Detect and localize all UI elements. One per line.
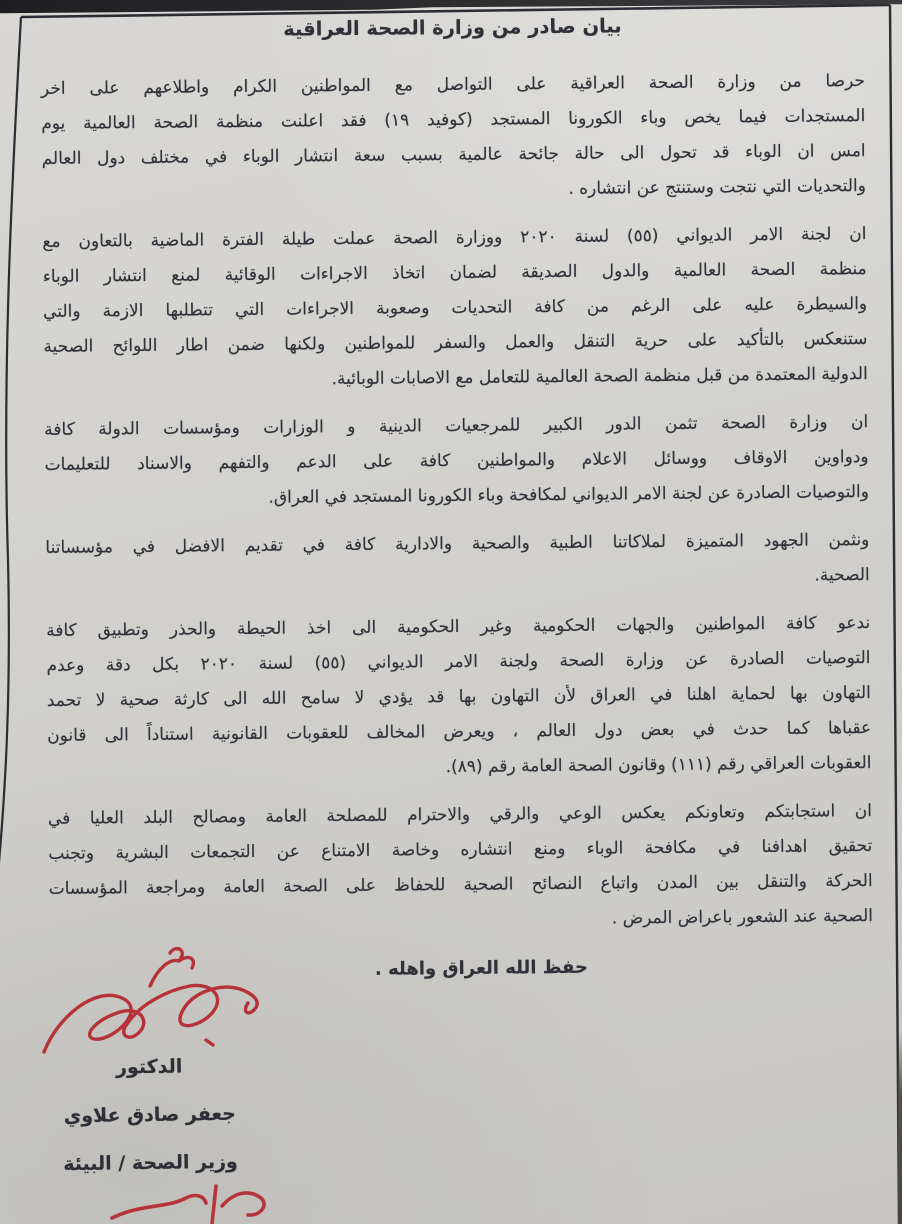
signature-block (33, 1052, 267, 1199)
signature-main-stroke (44, 985, 257, 1052)
text-line: منظمة الصحة العالمية والدول الصديقة لضمان اتخاذ الاجراءات الوقائية لمنع انتشار الوباء (42, 259, 867, 287)
body-paragraph (45, 523, 870, 601)
text-line: ان استجابتكم وتعاونكم يعكس الوعي والرقي والاحترام للمصلحة العامة ومصالح البلد العليا في (47, 801, 873, 829)
signatory-name: جعفر صادق علاوي (63, 1102, 236, 1128)
document-body (40, 8, 873, 990)
text-line: والسيطرة عليه على الرغم من كافة التحديات وصعوبة الاجراءات التي تتطلبها الازمة والتي (43, 294, 868, 322)
text-line: ندعو كافة المواطنين والجهات الحكومية وغير الحكومية الى اخذ الحيطة والحذر وتطبيق كافة (46, 613, 871, 641)
body-paragraph (46, 606, 872, 789)
text-line: عقباها كما حدث في بعض دول العالم ، ويعرض المخالف للعقوبات القانونية استناداً الى قانون (47, 718, 872, 746)
text-line: الصحية. (814, 565, 870, 586)
body-paragraph (41, 64, 866, 212)
text-line: الصحية عند الشعور باعراض المرض . (611, 906, 874, 929)
text-line: التوصيات الصادرة عن وزارة الصحة ولجنة الامر الديواني (٥٥) لسنة ٢٠٢٠ بكل دقة وعدم (46, 648, 871, 676)
text-line: ان لجنة الامر الديواني (٥٥) لسنة ٢٠٢٠ ووزارة الصحة عملت طيلة الفترة الماضية بالتعاون مع (42, 224, 867, 252)
text-line: العقوبات العراقي رقم (١١١) وقانون الصحة العامة رقم (٨٩). (445, 753, 872, 778)
text-line: امس ان الوباء قد تحول الى حالة جائحة عالمية بسبب سعة انتشار الوباء في مختلف دول العالم (41, 141, 866, 169)
text-line: والتوصيات الصادرة عن لجنة الامر الديواني لمكافحة وباء الكورونا المستجد في العراق. (268, 482, 869, 508)
signatory-title: وزير الصحة / البيئة (63, 1150, 238, 1176)
frame-left-line (0, 17, 21, 884)
photo-right-edge (898, 1030, 902, 1224)
text-line: ودواوين الاوقاف ووسائل الاعلام والمواطنين كافة على الدعم والتفهم والاسناد للتعليمات (44, 447, 869, 475)
body-paragraph (44, 405, 869, 518)
text-line: ان وزارة الصحة تثمن الدور الكبير للمرجعيات الدينية و الوزارات ومؤسسات الدولة كافة (44, 412, 869, 440)
closing-blessing: حفظ الله العراق واهله . (374, 956, 589, 980)
text-line: الحركة والتنقل بين المدن واتباع النصائح الصحية للحفاظ على الصحة العامة ومراجعة المؤسسات (48, 871, 873, 899)
text-line: التهاون بها لحماية اهلنا في العراق لأن التهاون بها قد يؤدي لا سامح الله الى كارثة صحية لا تحمد (46, 683, 871, 711)
text-line: ونثمن الجهود المتميزة لملاكاتنا الطبية والصحية والادارية كافة في تقديم الافضل في مؤسساتنا (45, 530, 870, 558)
body-paragraph (42, 217, 868, 400)
text-line: حرصا من وزارة الصحة العراقية على التواصل مع المواطنين الكرام واطلاعهم على اخر (40, 71, 866, 99)
text-line: ستنعكس بالتأكيد على حرية التنقل والعمل والسفر للمواطنين ولكنها ضمن اطار اللوائح الصحية (43, 329, 868, 357)
text-line: والتحديات التي نتجت وستنتج عن انتشاره . (568, 176, 867, 199)
signature-dot-stroke (206, 1040, 213, 1045)
text-line: المستجدات فيما يخص وباء الكورونا المستجد (كوفيد ١٩) فقد اعلنت منظمة الصحة العالمية يوم (41, 106, 866, 134)
text-line: تحقيق اهدافنا في مكافحة الوباء ومنع انتشاره وخاصة الامتناع عن التجمعات البشرية وتجنب (48, 836, 873, 864)
bottom-scribble-stroke (112, 1196, 206, 1218)
document-title: بيان صادر من وزارة الصحة العراقية (283, 14, 622, 41)
text-line: الدولية المعتمدة من قبل منظمة الصحة العالمية للتعامل مع الاصابات الوبائية. (331, 364, 868, 390)
signatory-honorific: الدكتور (115, 1055, 183, 1079)
body-paragraph (48, 794, 873, 942)
